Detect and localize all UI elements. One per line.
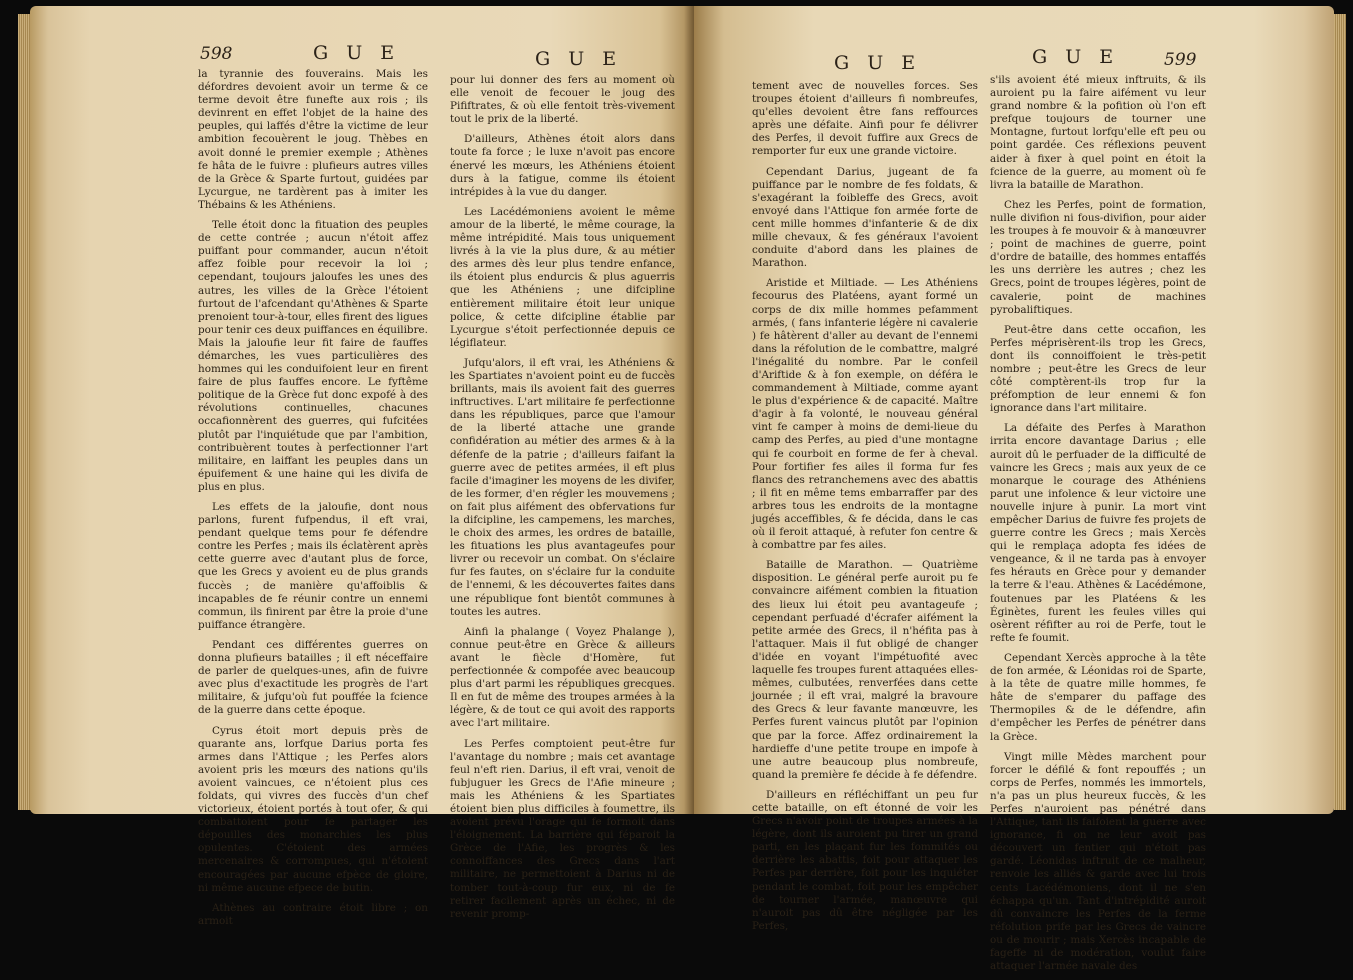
right-column-1 (752, 80, 978, 940)
running-head-right: G U E (1032, 46, 1120, 68)
page-number-left: 598 (200, 44, 233, 64)
right-page (694, 6, 1334, 973)
right-column-2 (990, 74, 1206, 980)
paragraph: Cependant Darius, jugeant de fa puiffance par le nombre de fes foldats, & s'exagérant la foibleffe des Grecs, avoit envoyé dans l'Attique fon armée forte de cent mille hommes d'infanterie & de dix mille chevaux, & fes généraux l'avoient conduite d'abord dans les plaines de Marathon. (752, 165, 978, 270)
paragraph: Chez les Perfes, point de formation, nulle divifion ni fous-divifion, pour aider les troupes à fe mouvoir & à manœuvrer ; point de machines de guerre, point d'ordre de bataille, des hommes entaffés les uns derrière les autres ; chez les Grecs, point de troupes légères, point de cavalerie, point de machines pyrobaliftiques. (990, 198, 1206, 316)
paragraph: Les Perfes comptoient peut-être fur l'avantage du nombre ; mais cet avantage feul n'eft rien. Darius, il eft vrai, venoit de fubjuguer les Grecs de l'Afie mineure ; mais les Athéniens & les Spartiates étoient bien plus difficiles à foumettre, ils avoient prévu l'orage qui fe formoit dans l'éloignement. La barrière qui féparoit la Grèce de l'Afie, les progrès & les connoiffances des Grecs dans l'art militaire, ne permettoient à Darius ni de tomber tout-à-coup fur eux, ni de fe retirer facilement après un échec, ni de revenir promp- (450, 737, 675, 920)
paragraph: Cependant Xercès approche à la tête de fon armée, & Léonidas roi de Sparte, à la tête de quatre mille hommes, fe hâte de s'emparer du paffage des Thermopiles & de le défendre, afin d'empêcher les Perfes de pénétrer dans la Grèce. (990, 651, 1206, 743)
paragraph: D'ailleurs, Athènes étoit alors dans toute fa force ; le luxe n'avoit pas encore énervé les mœurs, les Athéniens étoient durs à la fatigue, comme ils étoient intrépides à la vue du danger. (450, 133, 675, 198)
left-page (30, 6, 694, 927)
paragraph: Bataille de Marathon. — Quatrième disposition. Le général perfe auroit pu fe convaincre aifément combien la fituation des lieux lui étoit peu avantageufe ; cependant perfuadé d'écrafer aifément la petite armée des Grecs, il n'héfita pas à l'attaquer. Mais il fut obligé de changer d'idée en voyant l'impétuofité avec laquelle fes troupes furent attaquées elles-mêmes, culbutées, renverfées dans cette journée ; il eft vrai, malgré la bravoure des Grecs & leur favante manœuvre, les Perfes furent vaincus plutôt par l'opinion que par la force. Affez ordinairement la hardieffe d'une petite troupe en impofe à une autre beaucoup plus nombreufe, quand la première fe décide à fe défendre. (752, 559, 978, 781)
page-number-right: 599 (1164, 50, 1197, 70)
paragraph: pour lui donner des fers au moment où elle venoit de fecouer le joug des Pififtrates, & où elle fentoit très-vivement tout le prix de la liberté. (450, 74, 675, 126)
running-head-left-col2: G U E (535, 48, 623, 70)
left-column-1 (198, 68, 428, 935)
paragraph: la tyrannie des fouverains. Mais les défordres devoient avoir un terme & ce terme devoit être funefte aux rois ; ils devinrent en effet l'objet de la haine des peuples, qui laffés d'être la victime de leur ambition fecouèrent le joug. Thèbes en avoit donné le premier exemple ; Athènes fe hâta de le fuivre : plufieurs autres villes de la Grèce & Sparte furtout, guidées par Lycurgue, ne tardèrent pas à imiter les Thébains & les Athéniens. (198, 68, 428, 211)
paragraph: Les effets de la jaloufie, dont nous parlons, furent fufpendus, il eft vrai, pendant quelque tems pour fe défendre contre les Perfes ; mais ils éclatèrent après cette guerre avec d'autant plus de force, que les Grecs y avoient eu de plus grands fuccès ; de manière qu'affoiblis & incapables de fe réunir contre un ennemi commun, ils finirent par être la proie d'une puiffance étrangère. (198, 501, 428, 631)
running-head-right-col1: G U E (834, 52, 922, 74)
right-page-edges (1334, 14, 1346, 810)
paragraph: Pendant ces différentes guerres on donna plufieurs batailles ; il eft néceffaire de parler de quelques-unes, afin de fuivre avec plus d'exactitude les progrès de l'art militaire, & jufqu'où fut pouffée la fcience de la guerre dans cette époque. (198, 638, 428, 717)
paragraph: tement avec de nouvelles forces. Ses troupes étoient d'ailleurs fi nombreufes, qu'elles devoient être fans reffources après une défaite. Ainfi pour fe délivrer des Perfes, il devoit fuffire aux Grecs de remporter fur eux une grande victoire. (752, 80, 978, 158)
paragraph: La défaite des Perfes à Marathon irrita encore davantage Darius ; elle auroit dû le perfuader de la difficulté de vaincre les Grecs ; mais aux yeux de ce monarque le courage des Athéniens parut une infolence & leur victoire une nouvelle injure à punir. La mort vint empêcher Darius de fuivre fes projets de guerre contre les Grecs ; mais Xercès qui le remplaça adopta fes idées de vengeance, & il ne tarda pas à envoyer fes hérauts en Grèce pour y demander la terre & l'eau. Athènes & Lacédémone, foutenues par les Platéens & les Éginètes, furent les feules villes qui osèrent réfifter au roi de Perfe, tout le refte fe foumit. (990, 422, 1206, 644)
paragraph: Jufqu'alors, il eft vrai, les Athéniens & les Spartiates n'avoient point eu de fuccès brillants, mais ils avoient fait des guerres inftructives. L'art militaire fe perfectionne dans les républiques, parce que l'amour de la liberté attache une grande confidération au métier des armes & à la défenfe de la patrie ; d'ailleurs faifant la guerre avec de petites armées, il eft plus facile d'imaginer les moyens de les divifer, de les former, d'en régler les mouvemens ; on fait plus aifément des obfervations fur la difcipline, les campemens, les marches, le choix des armes, les ordres de bataille, les fituations les plus avantageufes pour livrer ou recevoir un combat. On s'éclaire fur fes fautes, on s'éclaire fur la conduite de l'ennemi, & les découvertes faites dans une république font bientôt communes à toutes les autres. (450, 356, 675, 618)
paragraph: Telle étoit donc la fituation des peuples de cette contrée ; aucun n'étoit affez puiffant pour commander, aucun n'étoit affez foible pour recevoir la loi ; cependant, toujours jaloufes les unes des autres, les villes de la Grèce l'étoient furtout de l'afcendant qu'Athènes & Sparte prenoient tour-à-tour, elles firent des ligues pour tenir ces deux puiffances en équilibre. Mais la jaloufie leur fit faire de fauffes démarches, les vues particulières des hommes qui les conduifoient leur en firent faire de plus fauffes encore. Le fyftême politique de la Grèce fut donc expofé à des révolutions continuelles, chacunes occafionnèrent des guerres, qui fufcitées plutôt par l'inquiétude que par l'ambition, contribuèrent toutes à perfectionner l'art militaire, en laiffant les peuples dans un épuifement & une haine qui les divifa de plus en plus. (198, 219, 428, 493)
paragraph: Cyrus étoit mort depuis près de quarante ans, lorfque Darius porta fes armes dans l'Attique ; les Perfes alors avoient pris les mœurs des nations qu'ils avoient vaincues, ce n'étoient plus ces foldats, qui vivres des fuccès d'un chef victorieux, étoient portés à tout ofer, & qui combattoient pour fe partager les dépouilles des monarchies les plus opulentes. C'étoient des armées mercenaires & corrompues, qui n'étoient encouragées par aucune efpèce de gloire, ni même aucune efpece de butin. (198, 724, 428, 894)
paragraph: Vingt mille Mèdes marchent pour forcer le défilé & font repouffés ; un corps de Perfes, nommés les immortels, n'a pas un plus heureux fuccès, & les Perfes n'auroient pas pénétré dans l'Attique, tant ils faifoient la guerre avec ignorance, fi on ne leur avoit pas découvert un fentier qui n'étoit pas gardé. Léonidas inftruit de ce malheur, renvoie les alliés & garde avec lui trois cents Lacédémoniens, dont il ne s'en échappa qu'un. Tant d'intrépidité auroit dû convaincre les Perfes de la ferme réfolution prife par les Grecs de vaincre ou de mourir ; mais Xercès incapable de fageffe ni de modération, voulut faire attaquer l'armée navale des (990, 750, 1206, 973)
running-head-left: G U E (313, 42, 401, 64)
paragraph: Athènes au contraire étoit libre ; on armoit (198, 901, 428, 927)
paragraph: D'ailleurs en réfléchiffant un peu fur cette bataille, on eft étonné de voir les Grecs n'avoir point de troupes armées à la légère, dont ils auroient pu tirer un grand parti, en les plaçant fur les fommités ou derrière les abattis, foit pour attaquer les Perfes par derrière, foit pour les inquiéter pendant le combat, foit pour les empêcher de tourner l'armée, manœuvre qui n'auroit pas dû être négligée par les Perfes, (752, 788, 978, 932)
paragraph: Aristide et Miltiade. — Les Athéniens fecourus des Platéens, ayant formé un corps de dix mille hommes pefamment armés, ( fans infanterie légère ni cavalerie ) fe hâtèrent d'aller au devant de l'ennemi dans la réfolution de le combattre, malgré l'inégalité du nombre. Par le confeil d'Ariftide & à fon exemple, on déféra le commandement à Miltiade, comme ayant le plus d'expérience & de capacité. Maître d'agir à fa volonté, le nouveau général vint fe camper à moins de demi-lieue du camp des Perfes, au pied d'une montagne qui fe courboit en forme de fer à cheval. Pour fortifier fes ailes il forma fur fes flancs des retranchemens avec des abattis ; il fit en même tems embarraffer par des arbres tous les endroits de la montagne jugés acceffibles, & fe décida, dans le cas où il feroit attaqué, à refuter fon centre & à combattre par fes ailes. (752, 277, 978, 552)
paragraph: Les Lacédémoniens avoient le même amour de la liberté, le même courage, la même intrépidité. Mais tous uniquement livrés à la vie la plus dure, & au métier des armes dès leur plus tendre enfance, ils étoient plus endurcis & plus aguerris que les Athéniens ; une difcipline entièrement militaire étoit leur unique police, & cette difcipline établie par Lycurgue s'étoit perfectionnée depuis ce légiflateur. (450, 205, 675, 349)
paragraph: Ainfi la phalange ( Voyez Phalange ), connue peut-être en Grèce & ailleurs avant le fiècle d'Homère, fut perfectionnée & compofée avec beaucoup plus d'art parmi les républiques grecques. Il en fut de même des troupes armées à la légère, & de tout ce qui avoit des rapports avec l'art militaire. (450, 625, 675, 730)
paragraph: s'ils avoient été mieux inftruits, & ils auroient pu la faire aifément vu leur grand nombre & la pofition où l'on eft prefque toujours de tourner une Montagne, furtout lorfqu'elle eft peu ou point gardée. Ces réflexions peuvent aider à fixer à quel point en étoit la fcience de la guerre, au moment où fe livra la bataille de Marathon. (990, 74, 1206, 191)
paragraph: Peut-être dans cette occafion, les Perfes méprisèrent-ils trop les Grecs, dont ils connoiffoient le très-petit nombre ; peut-être les Grecs de leur côté comptèrent-ils trop fur la préfomption de leur ennemi & fon ignorance dans l'art militaire. (990, 323, 1206, 415)
left-column-2 (450, 74, 675, 928)
